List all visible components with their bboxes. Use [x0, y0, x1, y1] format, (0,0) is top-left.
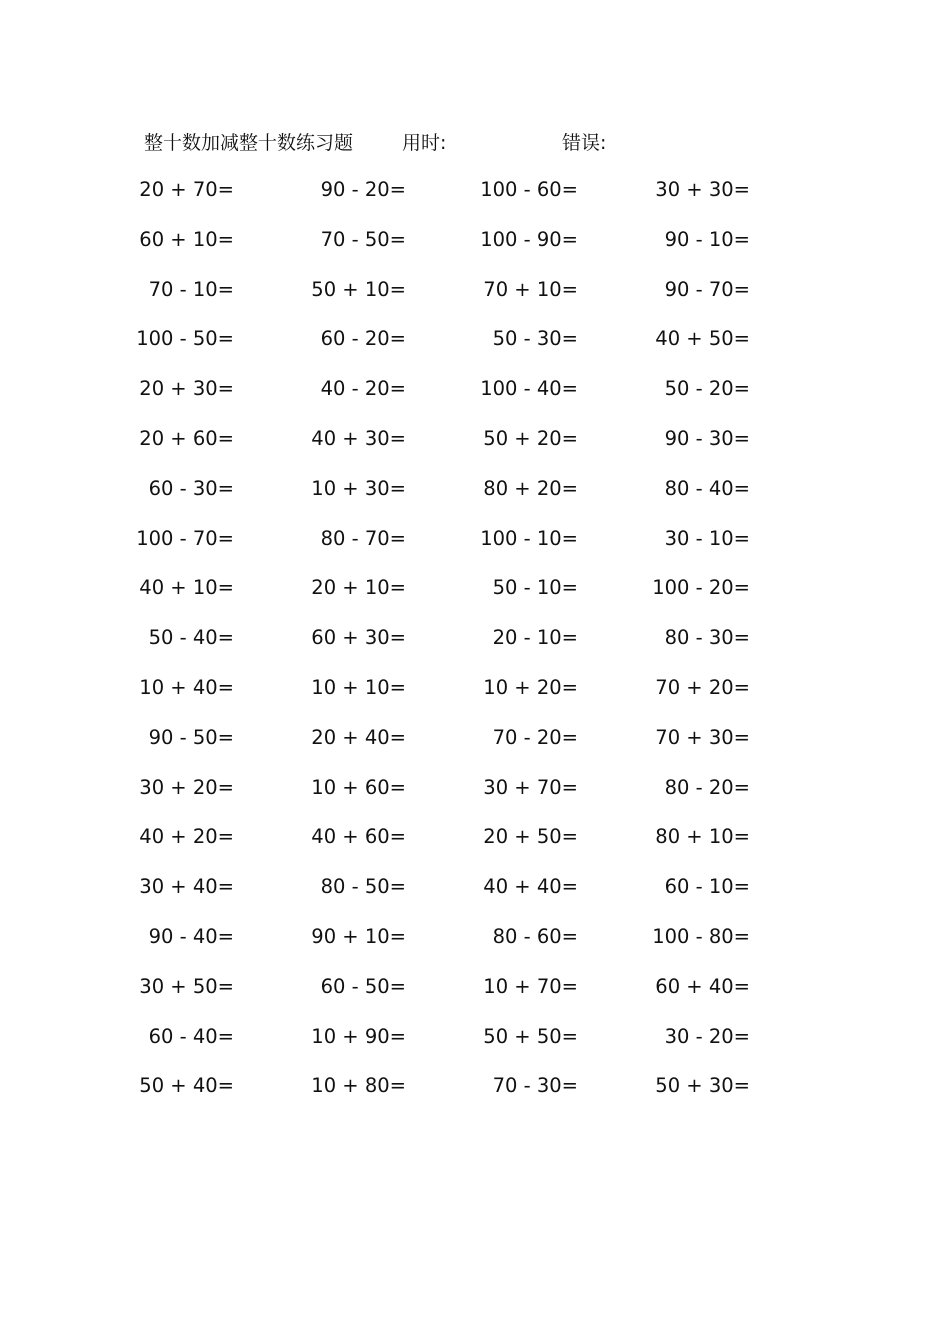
math-problem: 60 + 30= — [311, 626, 406, 650]
math-problem: 100 - 50= — [136, 327, 234, 351]
worksheet-title: 整十数加减整十数练习题 — [144, 132, 354, 154]
problem-row — [0, 525, 950, 575]
math-problem: 20 - 10= — [492, 626, 578, 650]
problem-row — [0, 724, 950, 774]
math-problem: 40 + 40= — [483, 875, 578, 899]
math-problem: 100 - 70= — [136, 526, 234, 550]
math-problem: 50 + 10= — [311, 277, 406, 301]
math-problem: 90 - 30= — [664, 426, 750, 450]
math-problem: 10 + 60= — [311, 775, 406, 799]
math-problem: 40 + 50= — [655, 327, 750, 351]
math-problem: 60 + 10= — [139, 227, 234, 251]
math-problem: 90 - 20= — [320, 178, 406, 201]
math-problem: 10 + 40= — [139, 675, 234, 699]
math-problem: 100 - 60= — [480, 178, 578, 201]
problem-row — [0, 226, 950, 276]
math-problem: 50 - 20= — [664, 377, 750, 401]
math-problem: 10 + 30= — [311, 476, 406, 500]
problem-row — [0, 973, 950, 1023]
problem-row — [0, 823, 950, 873]
math-problem: 30 - 10= — [664, 526, 750, 550]
problem-row — [0, 873, 950, 923]
math-problem: 80 - 60= — [492, 924, 578, 948]
math-problem: 90 + 10= — [311, 924, 406, 948]
math-problem: 50 - 30= — [492, 327, 578, 351]
math-problem: 60 + 40= — [655, 974, 750, 998]
problem-grid — [0, 176, 950, 1122]
math-problem: 70 + 10= — [483, 277, 578, 301]
problem-row — [0, 425, 950, 475]
math-problem: 20 + 70= — [139, 178, 234, 201]
math-problem: 50 - 40= — [148, 626, 234, 650]
math-problem: 50 + 20= — [483, 426, 578, 450]
problem-row — [0, 923, 950, 973]
math-problem: 80 - 70= — [320, 526, 406, 550]
math-problem: 90 - 70= — [664, 277, 750, 301]
problem-row — [0, 624, 950, 674]
math-problem: 60 - 40= — [148, 1024, 234, 1048]
problem-row — [0, 1072, 950, 1122]
math-problem: 100 - 80= — [652, 924, 750, 948]
problem-row — [0, 375, 950, 425]
math-problem: 40 - 20= — [320, 377, 406, 401]
math-problem: 40 + 60= — [311, 825, 406, 849]
math-problem: 10 + 70= — [483, 974, 578, 998]
problem-row — [0, 674, 950, 724]
problem-row — [0, 774, 950, 824]
math-problem: 80 - 30= — [664, 626, 750, 650]
math-problem: 100 - 10= — [480, 526, 578, 550]
error-label: 错误: — [562, 132, 607, 154]
math-problem: 30 + 40= — [139, 875, 234, 899]
worksheet-header — [0, 128, 950, 158]
math-problem: 70 - 30= — [492, 1074, 578, 1098]
math-problem: 30 + 50= — [139, 974, 234, 998]
math-problem: 50 + 40= — [139, 1074, 234, 1098]
time-label: 用时: — [402, 132, 447, 154]
math-problem: 70 - 20= — [492, 725, 578, 749]
problem-row — [0, 276, 950, 326]
math-problem: 60 - 10= — [664, 875, 750, 899]
problem-row — [0, 1023, 950, 1073]
math-problem: 90 - 50= — [148, 725, 234, 749]
math-problem: 80 + 10= — [655, 825, 750, 849]
math-problem: 70 + 20= — [655, 675, 750, 699]
math-problem: 20 + 10= — [311, 576, 406, 600]
math-problem: 30 + 70= — [483, 775, 578, 799]
math-problem: 40 + 30= — [311, 426, 406, 450]
math-problem: 50 + 30= — [655, 1074, 750, 1098]
math-problem: 20 + 30= — [139, 377, 234, 401]
math-problem: 100 - 90= — [480, 227, 578, 251]
math-problem: 10 + 90= — [311, 1024, 406, 1048]
math-problem: 60 - 20= — [320, 327, 406, 351]
problem-row — [0, 176, 950, 226]
math-problem: 20 + 50= — [483, 825, 578, 849]
math-problem: 20 + 60= — [139, 426, 234, 450]
math-problem: 80 - 50= — [320, 875, 406, 899]
math-problem: 100 - 20= — [652, 576, 750, 600]
math-problem: 30 - 20= — [664, 1024, 750, 1048]
math-problem: 70 - 50= — [320, 227, 406, 251]
math-problem: 60 - 50= — [320, 974, 406, 998]
problem-row — [0, 574, 950, 624]
problem-row — [0, 325, 950, 375]
math-problem: 90 - 10= — [664, 227, 750, 251]
math-problem: 20 + 40= — [311, 725, 406, 749]
math-problem: 60 - 30= — [148, 476, 234, 500]
math-problem: 10 + 20= — [483, 675, 578, 699]
math-problem: 50 - 10= — [492, 576, 578, 600]
math-problem: 100 - 40= — [480, 377, 578, 401]
math-problem: 40 + 10= — [139, 576, 234, 600]
math-problem: 10 + 10= — [311, 675, 406, 699]
math-problem: 80 + 20= — [483, 476, 578, 500]
math-problem: 90 - 40= — [148, 924, 234, 948]
math-problem: 30 + 30= — [655, 178, 750, 201]
math-problem: 80 - 20= — [664, 775, 750, 799]
math-problem: 80 - 40= — [664, 476, 750, 500]
math-problem: 40 + 20= — [139, 825, 234, 849]
math-problem: 10 + 80= — [311, 1074, 406, 1098]
math-problem: 30 + 20= — [139, 775, 234, 799]
math-problem: 70 + 30= — [655, 725, 750, 749]
math-problem: 50 + 50= — [483, 1024, 578, 1048]
math-problem: 70 - 10= — [148, 277, 234, 301]
problem-row — [0, 475, 950, 525]
